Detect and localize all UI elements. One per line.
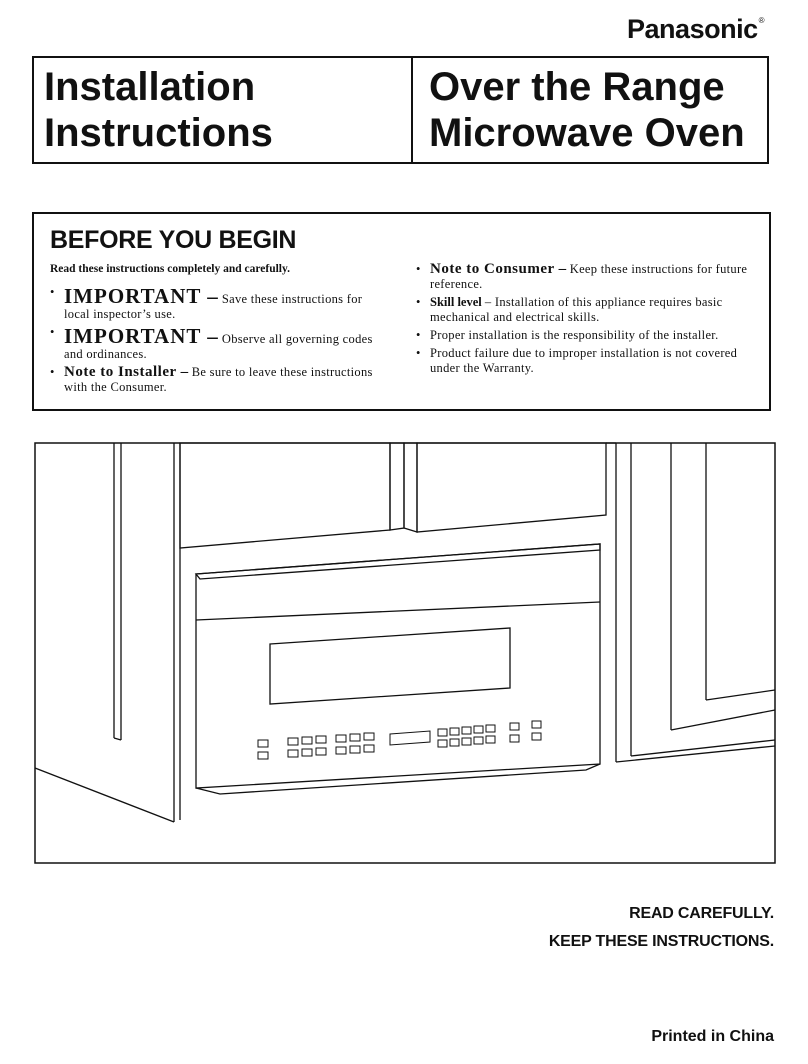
- item-lead: IMPORTANT –: [64, 324, 219, 348]
- item-text: Keep these instructions for future reference.: [430, 262, 748, 291]
- doc-type-title: [34, 58, 413, 162]
- list-item: [50, 365, 380, 395]
- item-lead: Skill level: [430, 295, 482, 309]
- brand-logo: [627, 14, 764, 45]
- list-item: [416, 346, 761, 376]
- bullet-icon: •: [50, 325, 55, 339]
- bullet-icon: •: [416, 295, 421, 309]
- before-left-column: [50, 262, 380, 398]
- item-text: – Installation of this appliance requires basic mechanical and electrical skills.: [430, 295, 723, 324]
- read-carefully-notice: [549, 900, 774, 956]
- registered-mark: ®: [758, 16, 764, 25]
- item-text: Proper installation is the responsibility of the installer.: [430, 328, 719, 342]
- read-carefully-line: READ CAREFULLY.: [629, 905, 774, 922]
- title-box: [32, 56, 769, 164]
- item-lead: Note to Consumer –: [430, 261, 567, 277]
- bullet-icon: •: [50, 365, 55, 379]
- bullet-icon: •: [416, 262, 421, 276]
- item-text: Observe all governing codes and ordinances.: [64, 332, 373, 361]
- read-instructions-line: Read these instructions completely and carefully.: [50, 263, 290, 275]
- list-item: [416, 328, 761, 343]
- before-you-begin-box: [32, 212, 771, 411]
- item-text: Save these instructions for local inspector’s use.: [64, 292, 363, 321]
- list-item: [50, 325, 380, 362]
- item-text: Be sure to leave these instructions with the Consumer.: [64, 365, 373, 394]
- doc-type-line2: Instructions: [44, 111, 273, 155]
- microwave-installation-illustration: [34, 442, 776, 864]
- brand-name: Panasonic: [627, 14, 758, 44]
- item-lead: Note to Installer –: [64, 364, 189, 380]
- keep-instructions-line: KEEP THESE INSTRUCTIONS.: [548, 933, 774, 950]
- product-line2: Microwave Oven: [429, 111, 745, 155]
- bullet-icon: •: [50, 285, 55, 299]
- list-item: [416, 295, 761, 325]
- before-heading: BEFORE YOU BEGIN: [50, 226, 297, 254]
- bullet-icon: •: [416, 328, 421, 342]
- before-right-column: [416, 262, 761, 379]
- doc-type-line1: Installation: [44, 65, 256, 109]
- bullet-icon: •: [416, 346, 421, 360]
- product-line1: Over the Range: [429, 65, 725, 109]
- list-item: [50, 285, 380, 322]
- item-lead: IMPORTANT –: [64, 284, 219, 308]
- list-item: [416, 262, 761, 292]
- product-title: [413, 58, 767, 162]
- printed-in-label: Printed in China: [651, 1028, 774, 1045]
- item-text: Product failure due to improper installation is not covered under the Warranty.: [430, 346, 738, 375]
